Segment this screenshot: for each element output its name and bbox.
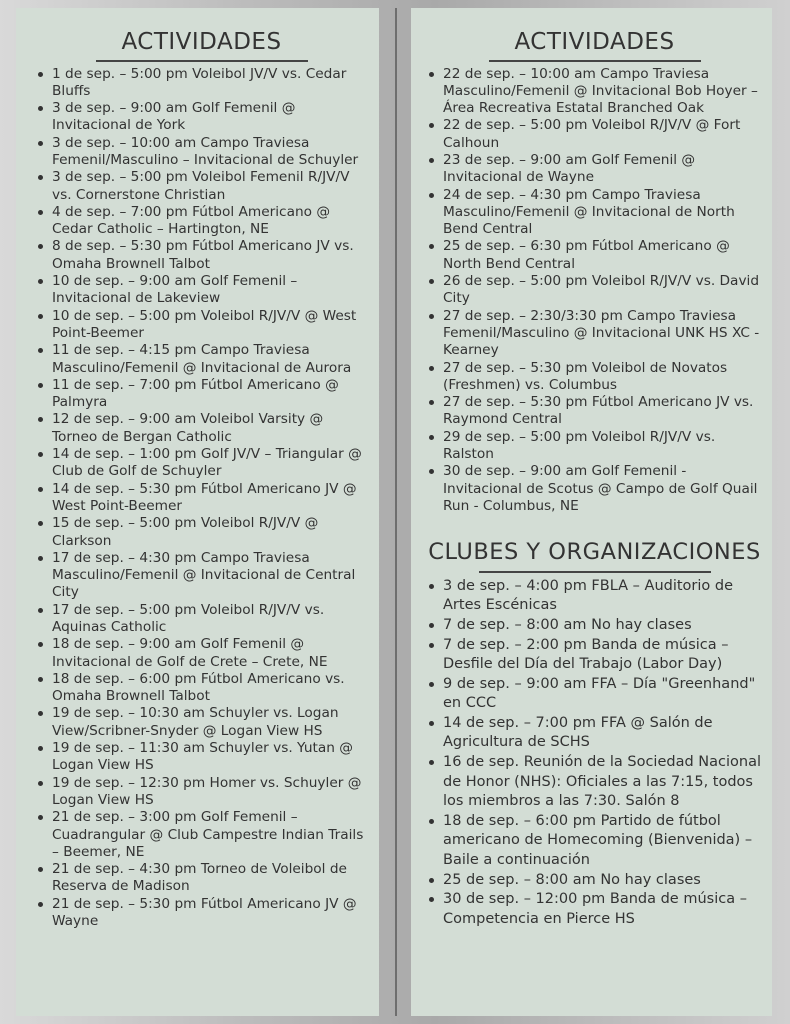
list-item: 21 de sep. – 4:30 pm Torneo de Voleibol de Reserva de Madison: [34, 861, 369, 896]
list-item: 3 de sep. – 5:00 pm Voleibol Femenil R/JV/V vs. Cornerstone Christian: [34, 169, 369, 204]
list-item: 17 de sep. – 5:00 pm Voleibol R/JV/V vs. Aquinas Catholic: [34, 602, 369, 637]
list-item: 1 de sep. – 5:00 pm Voleibol JV/V vs. Cedar Bluffs: [34, 66, 369, 101]
list-item: 21 de sep. – 5:30 pm Fútbol Americano JV @ Wayne: [34, 896, 369, 931]
heading-underline: [489, 60, 701, 62]
clubs-list: [425, 577, 764, 930]
list-item: 9 de sep. – 9:00 am FFA – Día "Greenhand" en CCC: [425, 675, 764, 714]
heading-underline: [96, 60, 308, 62]
list-item: 17 de sep. – 4:30 pm Campo Traviesa Masculino/Femenil @ Invitacional de Central City: [34, 550, 369, 602]
list-item: 27 de sep. – 5:30 pm Voleibol de Novatos (Freshmen) vs. Columbus: [425, 360, 764, 395]
list-item: 19 de sep. – 10:30 am Schuyler vs. Logan View/Scribner-Snyder @ Logan View HS: [34, 705, 369, 740]
list-item: 19 de sep. – 11:30 am Schuyler vs. Yutan @ Logan View HS: [34, 740, 369, 775]
list-item: 14 de sep. – 5:30 pm Fútbol Americano JV @ West Point-Beemer: [34, 481, 369, 516]
list-item: 27 de sep. – 5:30 pm Fútbol Americano JV vs. Raymond Central: [425, 394, 764, 429]
list-item: 18 de sep. – 6:00 pm Fútbol Americano vs. Omaha Brownell Talbot: [34, 671, 369, 706]
list-item: 26 de sep. – 5:00 pm Voleibol R/JV/V vs. David City: [425, 273, 764, 308]
clubs-heading: CLUBES Y ORGANIZACIONES: [428, 539, 761, 566]
list-item: 25 de sep. – 8:00 am No hay clases: [425, 871, 764, 891]
column-divider: [395, 8, 397, 1016]
list-item: 14 de sep. – 7:00 pm FFA @ Salón de Agricultura de SCHS: [425, 714, 764, 753]
list-item: 22 de sep. – 5:00 pm Voleibol R/JV/V @ Fort Calhoun: [425, 117, 764, 152]
list-item: 3 de sep. – 4:00 pm FBLA – Auditorio de Artes Escénicas: [425, 577, 764, 616]
list-item: 25 de sep. – 6:30 pm Fútbol Americano @ North Bend Central: [425, 238, 764, 273]
list-item: 7 de sep. – 2:00 pm Banda de música – Desfile del Día del Trabajo (Labor Day): [425, 636, 764, 675]
list-item: 3 de sep. – 9:00 am Golf Femenil @ Invitacional de York: [34, 100, 369, 135]
list-item: 11 de sep. – 4:15 pm Campo Traviesa Masculino/Femenil @ Invitacional de Aurora: [34, 342, 369, 377]
left-activities-panel: [16, 8, 379, 1016]
list-item: 29 de sep. – 5:00 pm Voleibol R/JV/V vs. Ralston: [425, 429, 764, 464]
list-item: 27 de sep. – 2:30/3:30 pm Campo Traviesa Femenil/Masculino @ Invitacional UNK HS XC - Kearney: [425, 308, 764, 360]
list-item: 7 de sep. – 8:00 am No hay clases: [425, 616, 764, 636]
list-item: 14 de sep. – 1:00 pm Golf JV/V – Triangular @ Club de Golf de Schuyler: [34, 446, 369, 481]
list-item: 10 de sep. – 5:00 pm Voleibol R/JV/V @ West Point-Beemer: [34, 308, 369, 343]
activities-heading-right: ACTIVIDADES: [514, 29, 675, 55]
list-item: 23 de sep. – 9:00 am Golf Femenil @ Invitacional de Wayne: [425, 152, 764, 187]
activities-heading-left: ACTIVIDADES: [121, 29, 282, 55]
list-item: 3 de sep. – 10:00 am Campo Traviesa Femenil/Masculino – Invitacional de Schuyler: [34, 135, 369, 170]
list-item: 10 de sep. – 9:00 am Golf Femenil – Invitacional de Lakeview: [34, 273, 369, 308]
list-item: 24 de sep. – 4:30 pm Campo Traviesa Masculino/Femenil @ Invitacional de North Bend Central: [425, 187, 764, 239]
heading-underline: [479, 571, 711, 573]
list-item: 18 de sep. – 9:00 am Golf Femenil @ Invitacional de Golf de Crete – Crete, NE: [34, 636, 369, 671]
list-item: 22 de sep. – 10:00 am Campo Traviesa Masculino/Femenil @ Invitacional Bob Hoyer – Área Recreativa Estatal Branched Oak: [425, 66, 764, 118]
list-item: 18 de sep. – 6:00 pm Partido de fútbol americano de Homecoming (Bienvenida) – Baile a continuación: [425, 812, 764, 871]
activities-list-right: [425, 66, 764, 516]
right-activities-panel: [411, 8, 772, 1016]
list-item: 19 de sep. – 12:30 pm Homer vs. Schuyler @ Logan View HS: [34, 775, 369, 810]
activities-list-left: [34, 66, 369, 931]
list-item: 12 de sep. – 9:00 am Voleibol Varsity @ Torneo de Bergan Catholic: [34, 411, 369, 446]
list-item: 21 de sep. – 3:00 pm Golf Femenil – Cuadrangular @ Club Campestre Indian Trails – Beemer, NE: [34, 809, 369, 861]
list-item: 8 de sep. – 5:30 pm Fútbol Americano JV vs. Omaha Brownell Talbot: [34, 238, 369, 273]
list-item: 16 de sep. Reunión de la Sociedad Nacional de Honor (NHS): Oficiales a las 7:15, todos los miembros a las 7:30. Salón 8: [425, 753, 764, 812]
list-item: 30 de sep. – 12:00 pm Banda de música – Competencia en Pierce HS: [425, 890, 764, 929]
list-item: 11 de sep. – 7:00 pm Fútbol Americano @ Palmyra: [34, 377, 369, 412]
list-item: 15 de sep. – 5:00 pm Voleibol R/JV/V @ Clarkson: [34, 515, 369, 550]
list-item: 4 de sep. – 7:00 pm Fútbol Americano @ Cedar Catholic – Hartington, NE: [34, 204, 369, 239]
list-item: 30 de sep. – 9:00 am Golf Femenil - Invitacional de Scotus @ Campo de Golf Quail Run - Columbus, NE: [425, 463, 764, 515]
